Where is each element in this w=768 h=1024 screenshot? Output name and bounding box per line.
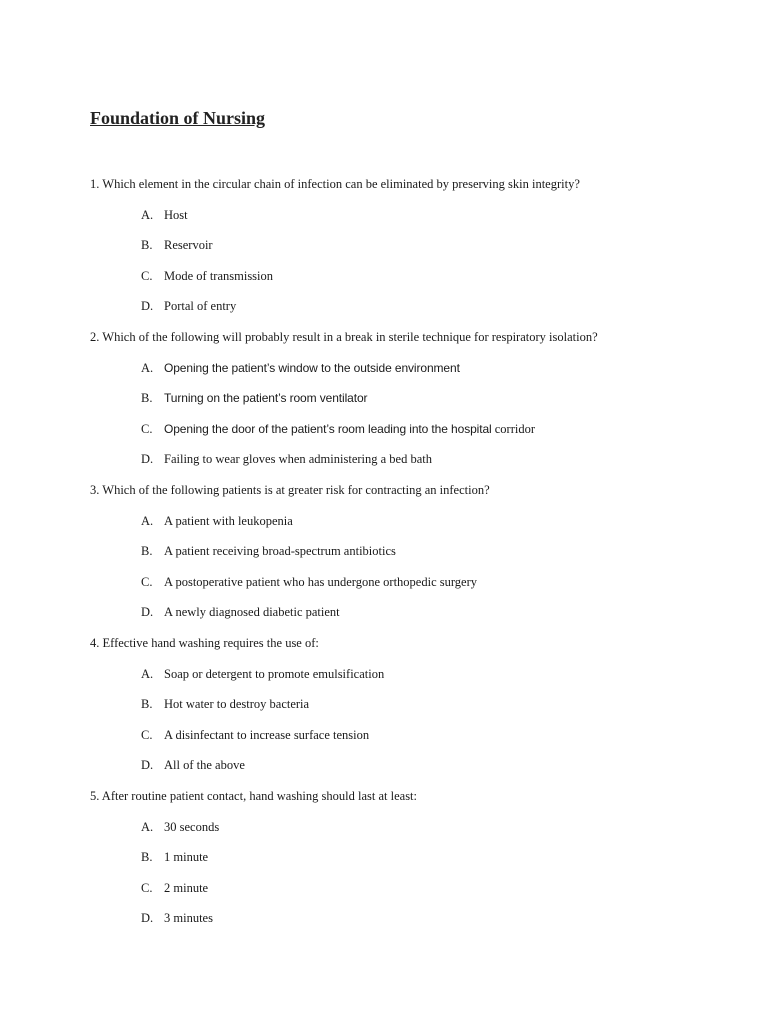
q5-option-a [141,819,219,835]
option-letter: A. [141,820,154,834]
option-text: 3 minutes [164,911,213,925]
question-1: 1. Which element in the circular chain of infection can be eliminated by preserving skin integrity? [90,177,580,191]
option-letter: C. [141,881,153,895]
question-5: 5. After routine patient contact, hand washing should last at least: [90,789,418,803]
option-text: 30 seconds [164,820,220,834]
option-letter: A. [141,667,154,681]
option-text: Turning on the patient’s room ventilator [164,391,368,405]
q5-option-b [141,849,208,865]
option-text: A patient with leukopenia [164,514,293,528]
question-4: 4. Effective hand washing requires the use of: [90,636,319,650]
option-letter: B. [141,850,153,864]
option-text: Hot water to destroy bacteria [164,697,310,711]
option-letter: C. [141,269,153,283]
option-letter: D. [141,911,154,925]
option-letter: D. [141,299,154,313]
option-letter: D. [141,452,154,466]
question-2: 2. Which of the following will probably result in a break in sterile technique for respiratory isolation? [90,330,598,344]
q2-option-a [141,360,460,376]
q1-option-a [141,207,188,223]
q3-option-d [141,604,340,620]
option-text: Mode of transmission [164,269,274,283]
q1-option-b [141,237,213,253]
option-text: A postoperative patient who has undergone orthopedic surgery [164,575,478,589]
page-title: Foundation of Nursing [90,108,266,128]
option-text: Opening the patient’s window to the outside environment [164,361,460,375]
question-3: 3. Which of the following patients is at greater risk for contracting an infection? [90,483,490,497]
option-text: Portal of entry [164,299,237,313]
option-text: Reservoir [164,238,213,252]
option-letter: B. [141,391,153,405]
option-text: 1 minute [164,850,209,864]
option-letter: C. [141,575,153,589]
q4-option-d [141,757,245,773]
option-letter: A. [141,514,154,528]
q1-option-c [141,268,273,284]
option-letter: A. [141,208,154,222]
q3-option-b [141,543,396,559]
option-letter: D. [141,758,154,772]
q3-option-a [141,513,293,529]
option-text: Soap or detergent to promote emulsification [164,667,385,681]
option-letter: B. [141,544,153,558]
q2-option-b [141,390,367,406]
option-letter: A. [141,361,154,375]
option-text: All of the above [164,758,245,772]
option-text: A newly diagnosed diabetic patient [164,605,340,619]
q5-option-c [141,880,208,896]
q2-option-d [141,451,432,467]
option-text: A patient receiving broad-spectrum antibiotics [164,544,396,558]
q2-option-c [141,421,535,437]
q4-option-b [141,696,309,712]
option-text-tail: corridor [491,422,535,436]
option-text [164,421,535,437]
option-text-main: Opening the door of the patient’s room leading into the hospital [164,422,492,436]
option-text: 2 minute [164,881,209,895]
q1-option-d [141,298,236,314]
q4-option-c [141,727,369,743]
option-text: Host [164,208,188,222]
q3-option-c [141,574,477,590]
option-letter: C. [141,728,153,742]
option-text: Failing to wear gloves when administering a bed bath [164,452,432,466]
option-letter: B. [141,238,153,252]
q5-option-d [141,910,213,926]
option-letter: B. [141,697,153,711]
q4-option-a [141,666,384,682]
option-letter: C. [141,422,153,436]
option-letter: D. [141,605,154,619]
option-text: A disinfectant to increase surface tension [164,728,370,742]
